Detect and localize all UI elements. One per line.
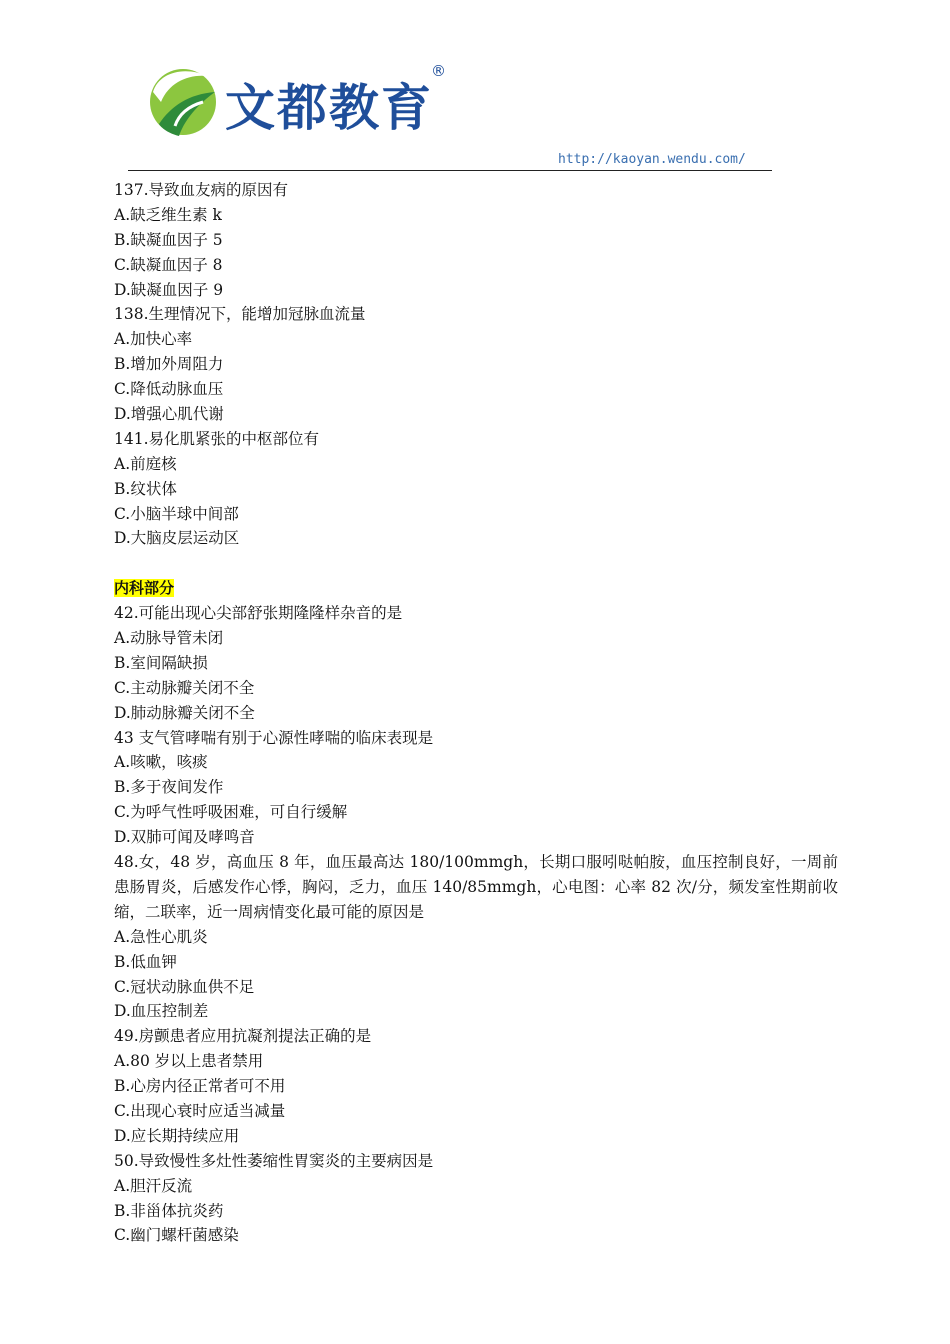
- question-block-internal-medicine-2: [114, 925, 838, 1249]
- document-body: [114, 178, 838, 1248]
- answer-option: B.室间隔缺损: [114, 653, 208, 672]
- answer-option: A.咳嗽，咳痰: [114, 753, 208, 772]
- question-stem: 43 支气管哮喘有别于心源性哮喘的临床表现是: [114, 728, 434, 747]
- answer-option: C.降低动脉血压: [114, 380, 224, 399]
- section-heading: 内科部分: [114, 579, 175, 598]
- question-stem: 138.生理情况下，能增加冠脉血流量: [114, 305, 366, 324]
- answer-option: D.增强心肌代谢: [114, 405, 224, 424]
- answer-option: A.前庭核: [114, 454, 177, 473]
- answer-option: A.动脉导管未闭: [114, 629, 224, 648]
- logo-text: 文都教育: [225, 79, 433, 137]
- question-block-physiology: [114, 178, 838, 551]
- answer-option: C.小脑半球中间部: [114, 504, 239, 523]
- question-stem: 50.导致慢性多灶性萎缩性胃窦炎的主要病因是: [114, 1151, 434, 1170]
- question-stem: 49.房颤患者应用抗凝剂提法正确的是: [114, 1027, 372, 1046]
- answer-option: A.80 岁以上患者禁用: [114, 1052, 264, 1071]
- answer-option: B.非甾体抗炎药: [114, 1201, 224, 1220]
- answer-option: B.增加外周阻力: [114, 355, 224, 374]
- answer-option: C.为呼气性呼吸困难，可自行缓解: [114, 803, 348, 822]
- answer-option: C.主动脉瓣关闭不全: [114, 678, 255, 697]
- answer-option: D.大脑皮层运动区: [114, 529, 240, 548]
- registered-mark: ®: [431, 62, 446, 80]
- answer-option: A.加快心率: [114, 330, 193, 349]
- answer-option: D.缺凝血因子 9: [114, 280, 224, 299]
- question-stem: 137.导致血友病的原因有: [114, 181, 289, 199]
- answer-option: C.缺凝血因子 8: [114, 255, 223, 274]
- answer-option: D.血压控制差: [114, 1002, 209, 1021]
- question-block-internal-medicine-1: [114, 601, 838, 850]
- section-heading-line: [114, 576, 838, 601]
- header-url-link[interactable]: http://kaoyan.wendu.com/: [558, 152, 746, 167]
- answer-option: A.胆汗反流: [114, 1176, 193, 1195]
- answer-option: B.缺凝血因子 5: [114, 230, 223, 249]
- question-48-stem: 48.女，48 岁，高血压 8 年，血压最高达 180/100mmgh，长期口服吲哒帕胺，血压控制良好，一周前患肠胃炎，后感发作心悸，胸闷，乏力，血压 140/85mmgh，心电图：心率 82 次/分，频发室性期前收缩，二联率，近一周病情变化最可能的原因是: [114, 853, 838, 921]
- answer-option: B.纹状体: [114, 479, 177, 498]
- answer-option: C.幽门螺杆菌感染: [114, 1226, 239, 1245]
- answer-option: A.急性心肌炎: [114, 927, 208, 946]
- question-stem: 141.易化肌紧张的中枢部位有: [114, 429, 320, 448]
- blank-line: [114, 551, 838, 576]
- answer-option: D.肺动脉瓣关闭不全: [114, 703, 255, 722]
- answer-option: A.缺乏维生素 k: [114, 205, 222, 224]
- answer-option: D.双肺可闻及哮鸣音: [114, 828, 255, 847]
- leaf-logo-icon: [145, 62, 225, 142]
- answer-option: B.心房内径正常者可不用: [114, 1077, 286, 1096]
- header-divider: [128, 170, 772, 171]
- question-stem: 42.可能出现心尖部舒张期隆隆样杂音的是: [114, 604, 403, 623]
- answer-option: D.应长期持续应用: [114, 1126, 240, 1145]
- brand-logo: [145, 62, 455, 142]
- answer-option: C.出现心衰时应适当减量: [114, 1102, 286, 1120]
- answer-option: B.多于夜间发作: [114, 778, 224, 797]
- answer-option: C.冠状动脉血供不足: [114, 977, 255, 996]
- answer-option: B.低血钾: [114, 952, 177, 971]
